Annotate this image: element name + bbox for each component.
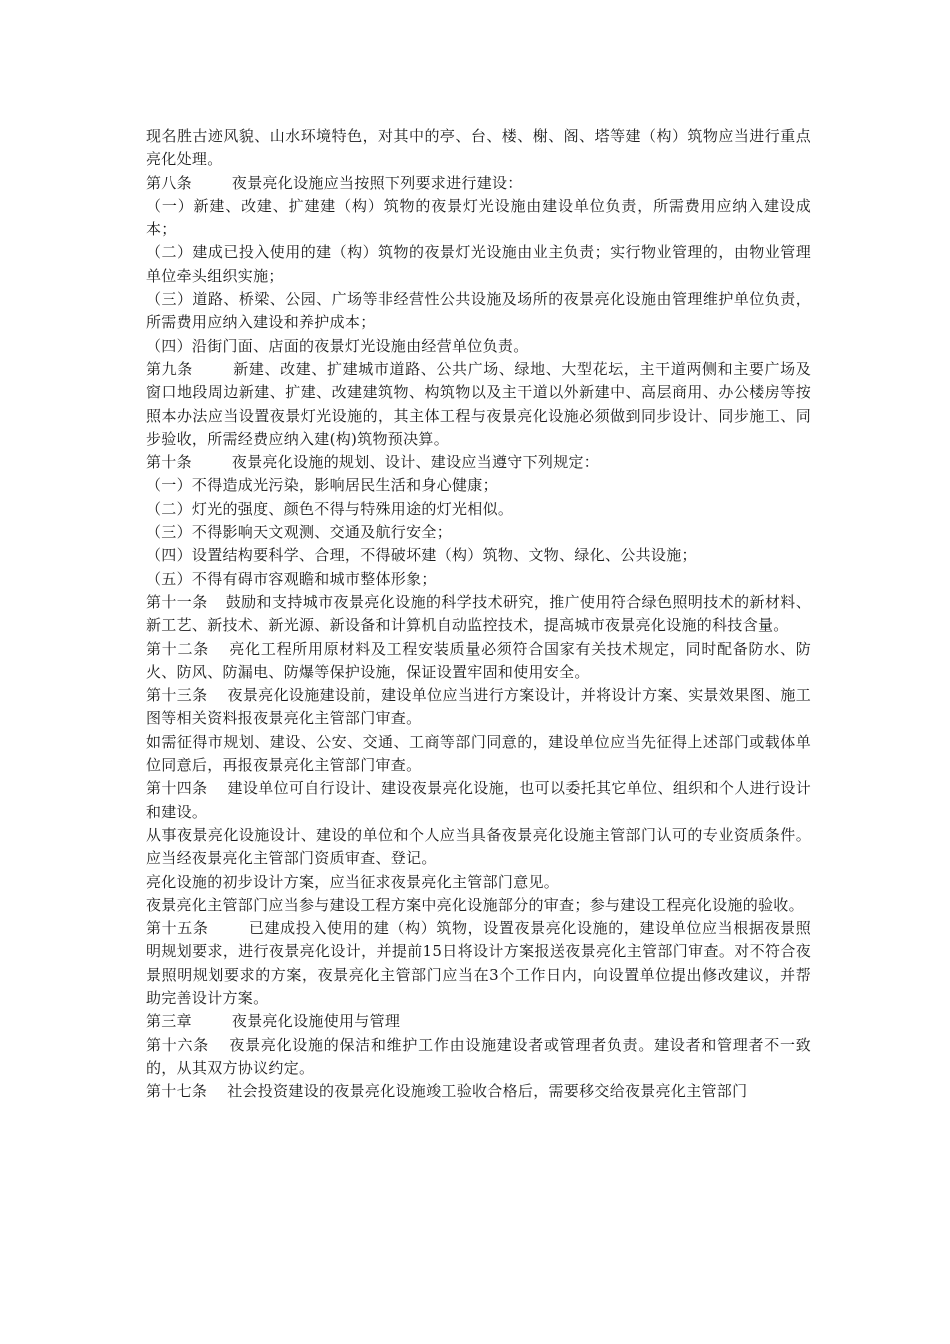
article-13	[146, 684, 811, 731]
article-text: 亮化工程所用原材料及工程安装质量必须符合国家有关技术规定，同时配备防水、防火、防风、防漏电、防爆等保护设施，保证设置牢固和使用安全。	[146, 639, 812, 681]
article-15	[146, 917, 811, 1010]
list-item	[146, 521, 811, 544]
article-text: 新建、改建、扩建城市道路、公共广场、绿地、大型花坛，主干道两侧和主要广场及窗口地段周边新建、扩建、改建建筑物、构筑物以及主干道以外新建中、高层商用、办公楼房等按照本办法应当设置夜景灯光设施的，其主体工程与夜景亮化设施必须做到同步设计、同步施工、同步验收，所需经费应纳入建(构)筑物预决算。	[146, 359, 811, 448]
article-10	[146, 451, 811, 474]
list-item-text: （二）建成已投入使用的建（构）筑物的夜景灯光设施由业主负责；实行物业管理的，由物业管理单位牵头组织实施；	[146, 243, 811, 285]
article-text: 已建成投入使用的建（构）筑物，设置夜景亮化设施的，建设单位应当根据夜景照明规划要求，进行夜景亮化设计，并提前15日将设计方案报送夜景亮化主管部门审查。对不符合夜景照明规划要求的方案，夜景亮化主管部门应当在3个工作日内，向设置单位提出修改建议，并帮助完善设计方案。	[146, 919, 811, 1007]
article-14	[146, 777, 811, 824]
chapter-3-heading	[146, 1010, 811, 1033]
paragraph-text: 现名胜古迹风貌、山水环境特色，对其中的亭、台、楼、榭、阁、塔等建（构）筑物应当进行重点亮化处理。	[146, 127, 811, 169]
paragraph-text: 如需征得市规划、建设、公安、交通、工商等部门同意的，建设单位应当先征得上述部门或载体单位同意后，再报夜景亮化主管部门审查。	[146, 732, 811, 775]
paragraph-text: 从事夜景亮化设施设计、建设的单位和个人应当具备夜景亮化设施主管部门认可的专业资质条件。应当经夜景亮化主管部门资质审查、登记。	[146, 825, 811, 868]
paragraph-continuation	[146, 125, 811, 172]
paragraph	[146, 824, 811, 871]
article-17	[146, 1080, 811, 1103]
article-11	[146, 591, 811, 638]
article-label: 第十条	[146, 453, 192, 472]
article-label: 第十六条	[146, 1035, 209, 1054]
article-label: 第十七条	[146, 1082, 208, 1101]
article-text: 夜景亮化设施的规划、设计、建设应当遵守下列规定：	[231, 453, 600, 472]
article-label: 第十三条	[146, 686, 208, 705]
list-item	[146, 544, 811, 567]
chapter-title: 夜景亮化设施使用与管理	[231, 1012, 401, 1031]
article-text: 建设单位可自行设计、建设夜景亮化设施，也可以委托其它单位、组织和个人进行设计和建设。	[146, 779, 812, 821]
list-item	[146, 498, 811, 521]
list-item	[146, 195, 811, 242]
paragraph	[146, 894, 811, 917]
list-item-text: （三）不得影响天文观测、交通及航行安全；	[146, 523, 453, 542]
article-9	[146, 358, 811, 451]
list-item-text: （二）灯光的强度、颜色不得与特殊用途的灯光相似。	[146, 499, 514, 518]
list-item	[146, 335, 811, 358]
article-8	[146, 172, 811, 195]
article-label: 第十一条	[146, 592, 208, 611]
article-text: 社会投资建设的夜景亮化设施竣工验收合格后，需要移交给夜景亮化主管部门	[227, 1082, 748, 1101]
article-text: 夜景亮化设施建设前，建设单位应当进行方案设计，并将设计方案、实景效果图、施工图等相关资料报夜景亮化主管部门审查。	[146, 686, 812, 728]
article-16	[146, 1034, 811, 1081]
list-item-text: （一）新建、改建、扩建建（构）筑物的夜景灯光设施由建设单位负责，所需费用应纳入建设成本；	[146, 196, 811, 239]
list-item	[146, 241, 811, 288]
list-item	[146, 288, 811, 335]
paragraph	[146, 871, 811, 894]
article-text: 夜景亮化设施的保洁和维护工作由设施建设者或管理者负责。建设者和管理者不一致的，从其双方协议约定。	[146, 1035, 812, 1077]
list-item-text: （一）不得造成光污染，影响居民生活和身心健康；	[146, 476, 498, 495]
list-item-text: （三）道路、桥梁、公园、广场等非经营性公共设施及场所的夜景亮化设施由管理维护单位负责，所需费用应纳入建设和养护成本；	[146, 290, 811, 332]
list-item-text: （五）不得有碍市容观瞻和城市整体形象；	[146, 569, 437, 588]
article-label: 第九条	[146, 359, 193, 378]
list-item-text: （四）设置结构要科学、合理，不得破坏建（构）筑物、文物、绿化、公共设施；	[146, 546, 697, 565]
list-item	[146, 568, 811, 591]
chapter-label: 第三章	[146, 1012, 192, 1031]
paragraph-text: 夜景亮化主管部门应当参与建设工程方案中亮化设施部分的审查；参与建设工程亮化设施的验收。	[146, 895, 804, 914]
list-item-text: （四）沿街门面、店面的夜景灯光设施由经营单位负责。	[146, 336, 529, 355]
article-label: 第八条	[146, 173, 192, 192]
paragraph	[146, 731, 811, 778]
document-page	[146, 125, 811, 1103]
article-text: 夜景亮化设施应当按照下列要求进行建设：	[231, 173, 523, 192]
article-12	[146, 638, 811, 685]
article-label: 第十二条	[146, 639, 209, 658]
article-label: 第十五条	[146, 919, 209, 938]
list-item	[146, 474, 811, 497]
paragraph-text: 亮化设施的初步设计方案，应当征求夜景亮化主管部门意见。	[146, 872, 560, 891]
article-label: 第十四条	[146, 779, 208, 798]
article-text: 鼓励和支持城市夜景亮化设施的科学技术研究，推广使用符合绿色照明技术的新材料、新工艺、新技术、新光源、新设备和计算机自动监控技术，提高城市夜景亮化设施的科技含量。	[146, 592, 812, 635]
